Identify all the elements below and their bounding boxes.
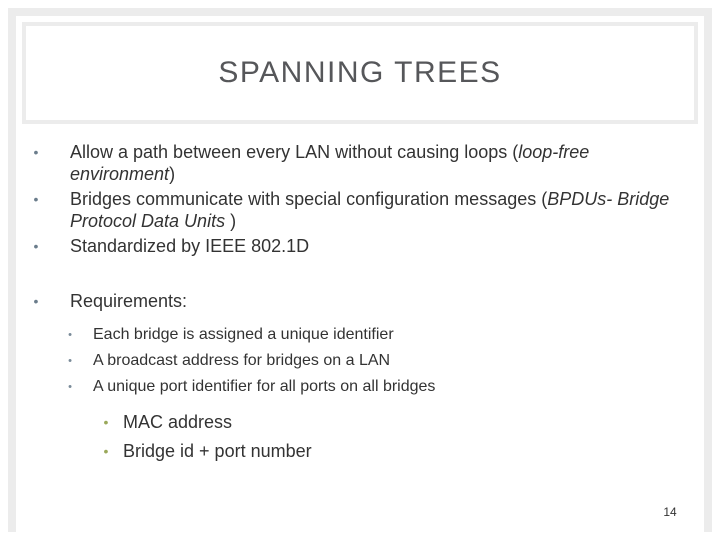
- bullet-icon: •: [68, 355, 72, 367]
- bullet-text: ): [169, 164, 176, 184]
- bullet-text-italic: loop-free environment: [70, 142, 590, 184]
- requirement-text: A unique port identifier for all ports on all bridges: [93, 378, 436, 395]
- bullet-item: [26, 141, 696, 185]
- requirement-item: [26, 349, 696, 375]
- requirement-item: [26, 323, 696, 349]
- bullet-text: Bridges communicate with special configuration messages (: [70, 189, 548, 209]
- sub-requirement-text: MAC address: [123, 412, 233, 432]
- bullet-icon: •: [68, 381, 72, 393]
- bullet-text: ): [230, 211, 237, 231]
- bullet-icon: •: [33, 238, 39, 254]
- bullet-item: [26, 235, 696, 257]
- slide-title: SPANNING TREES: [218, 56, 502, 89]
- sub-requirement-item: [26, 409, 696, 438]
- bullet-text: Allow a path between every LAN without causing loops (: [70, 142, 519, 162]
- bullet-icon: •: [33, 144, 39, 160]
- requirements-list: [26, 323, 696, 401]
- title-area: [26, 26, 694, 120]
- bullet-text: Requirements:: [70, 291, 188, 311]
- bullet-icon: •: [103, 414, 109, 430]
- requirement-item: [26, 375, 696, 401]
- bullet-item-requirements: [26, 290, 696, 312]
- bullet-text-italic: BPDUs- Bridge Protocol Data Units: [70, 189, 670, 231]
- sub-requirement-item: [26, 438, 696, 467]
- bullet-text: Standardized by IEEE 802.1D: [70, 236, 310, 256]
- slide-body: [26, 141, 696, 467]
- bullet-icon: •: [33, 191, 39, 207]
- bullet-item: [26, 188, 696, 232]
- bullet-icon: •: [103, 443, 109, 459]
- page-number: 14: [663, 505, 677, 519]
- bullet-icon: •: [68, 329, 72, 341]
- bullet-icon: •: [33, 293, 39, 309]
- sub-requirement-text: Bridge id + port number: [123, 441, 312, 461]
- sub-requirements-list: [26, 409, 696, 467]
- requirement-text: Each bridge is assigned a unique identifier: [93, 326, 394, 343]
- requirement-text: A broadcast address for bridges on a LAN: [93, 352, 391, 369]
